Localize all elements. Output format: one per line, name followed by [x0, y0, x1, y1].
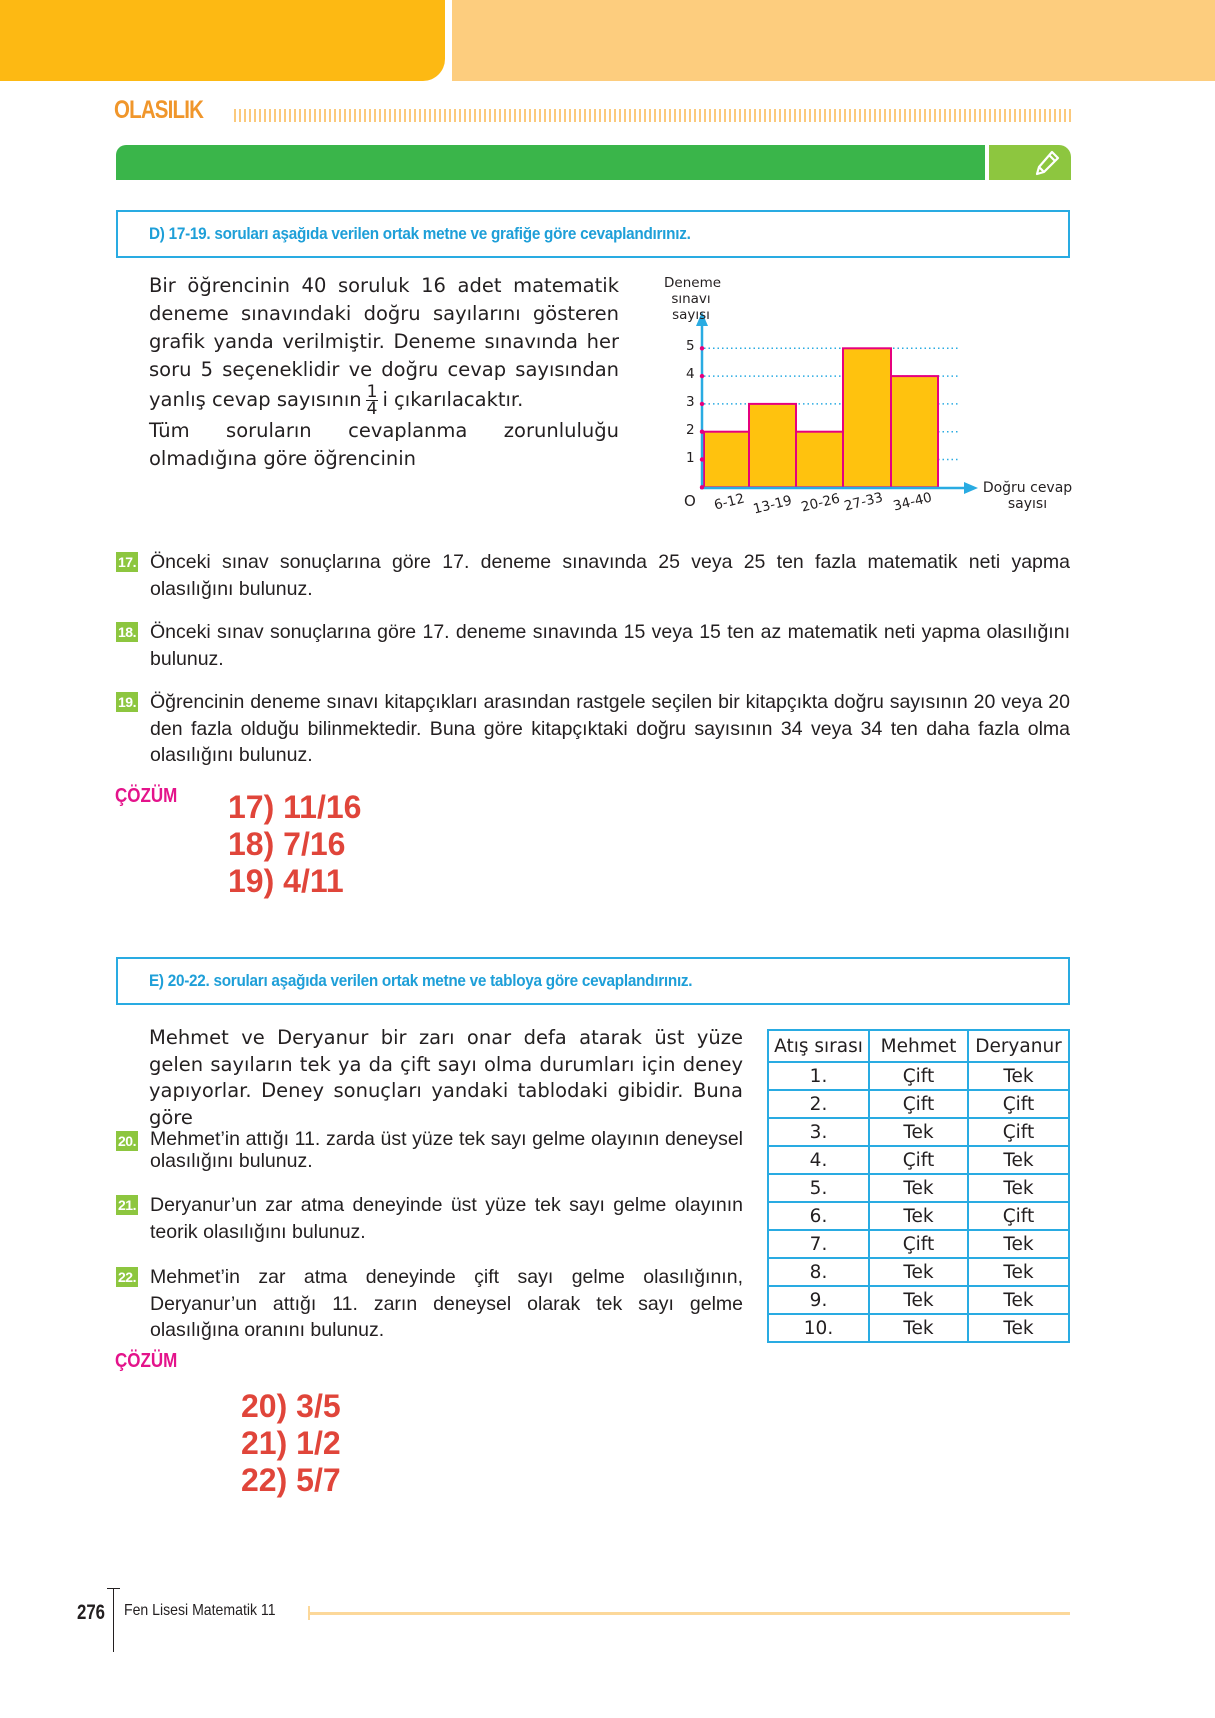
cell-deryanur: Çift	[968, 1202, 1069, 1230]
table-row	[768, 1118, 1069, 1146]
chart-bars	[704, 348, 938, 487]
table-row	[768, 1258, 1069, 1286]
x-tick-6-12: 6-12	[712, 490, 747, 514]
question-number-badge: 20.	[118, 1133, 136, 1149]
page-number: 276	[77, 1601, 106, 1624]
fraction-numerator: 1	[366, 382, 378, 402]
section-d-instruction: D) 17-19. soruları aşağıda verilen ortak metne ve grafiğe göre cevaplandırınız.	[149, 224, 691, 243]
table-row	[768, 1090, 1069, 1118]
cell-deryanur: Çift	[968, 1090, 1069, 1118]
cell-throw: 2.	[768, 1090, 869, 1118]
cell-mehmet: Çift	[869, 1230, 968, 1258]
bar-13-19	[749, 404, 796, 487]
question-number-badge: 17.	[118, 554, 136, 570]
footer-divider	[113, 1588, 114, 1652]
section-d-paragraph	[149, 272, 619, 473]
cell-mehmet: Çift	[869, 1090, 968, 1118]
book-title: Fen Lisesi Matematik 11	[124, 1602, 276, 1619]
cell-deryanur: Tek	[968, 1286, 1069, 1314]
answer-20: 20) 3/5	[241, 1388, 341, 1424]
cell-throw: 4.	[768, 1146, 869, 1174]
cell-deryanur: Tek	[968, 1314, 1069, 1342]
question-22	[116, 1264, 743, 1344]
section-e-paragraph: Mehmet ve Deryanur bir zarı onar defa atarak üst yüze gelen sayıların tek ya da çift sayı olma durumları için deney yapıyorlar. Deney sonuçları yandaki tablodaki gibidir. Buna göre	[149, 1026, 743, 1129]
y-axis-title-line2: sınavı sayısı	[671, 291, 711, 323]
cell-mehmet: Tek	[869, 1314, 968, 1342]
header-deryanur: Deryanur	[968, 1030, 1069, 1062]
question-text: Öğrencinin deneme sınavı kitapçıkları arasından rastgele seçilen bir kitapçıkta doğru sayısının 20 veya 20 den fazla olduğu bilinmektedir. Buna göre kitapçıktaki doğru sayısının 34 veya 34 ten daha fazla olma olasılığını bulunuz.	[150, 691, 1070, 766]
question-text: Önceki sınav sonuçlarına göre 17. deneme sınavında 15 veya 15 ten az matematik neti yapma olasılığını bulunuz.	[150, 621, 1070, 670]
table-row	[768, 1062, 1069, 1090]
question-20	[116, 1128, 743, 1172]
table-row	[768, 1174, 1069, 1202]
chapter-title-rule	[234, 109, 1071, 122]
x-tick-13-19: 13-19	[751, 492, 794, 518]
answers-e	[241, 1388, 341, 1499]
x-axis-title-line2: sayısı	[1007, 496, 1048, 512]
question-text: Deryanur’un zar atma deneyinde üst yüze tek sayı gelme olayının teorik olasılığını bulunuz.	[150, 1194, 743, 1243]
solution-label-e: ÇÖZÜM	[115, 1350, 178, 1372]
fraction-denominator: 4	[366, 399, 378, 419]
question-19	[116, 689, 1070, 769]
x-axis-arrow-icon	[964, 482, 978, 494]
cell-throw: 10.	[768, 1314, 869, 1342]
section-banner-tab	[989, 145, 1071, 180]
cell-mehmet: Çift	[869, 1146, 968, 1174]
y-tick-5: 5	[686, 338, 695, 354]
section-d-instruction-box	[116, 210, 1070, 258]
bar-27-33	[843, 348, 891, 487]
question-18	[116, 619, 1070, 672]
y-tick-3: 3	[686, 394, 695, 410]
table-row	[768, 1314, 1069, 1342]
bar-34-40	[891, 376, 938, 487]
table-header-row	[768, 1030, 1069, 1062]
question-text: Önceki sınav sonuçlarına göre 17. deneme sınavında 25 veya 25 ten fazla matematik neti yapma olasılığını bulunuz.	[150, 551, 1070, 600]
paragraph-text: Bir öğrencinin 40 soruluk 16 adet matematik deneme sınavındaki doğru sayılarını gösteren grafik yanda verilmiştir. Deneme sınavında her soru 5 seçeneklidir ve doğru cevap sayısından yanlış cevap sayısının	[149, 274, 619, 411]
table-row	[768, 1230, 1069, 1258]
y-tick-1: 1	[686, 450, 695, 466]
cell-deryanur: Çift	[968, 1118, 1069, 1146]
question-text: Mehmet’in attığı 11. zarda üst yüze tek sayı gelme olayının deneysel olasılığını bulunuz.	[150, 1128, 743, 1172]
cell-throw: 6.	[768, 1202, 869, 1230]
cell-mehmet: Tek	[869, 1258, 968, 1286]
x-axis-title	[980, 480, 1075, 512]
cell-deryanur: Tek	[968, 1174, 1069, 1202]
solution-label-d: ÇÖZÜM	[115, 785, 178, 807]
cell-mehmet: Tek	[869, 1118, 968, 1146]
cell-deryanur: Tek	[968, 1230, 1069, 1258]
cell-throw: 3.	[768, 1118, 869, 1146]
answer-18: 18) 7/16	[228, 826, 346, 862]
y-tick-4: 4	[686, 366, 695, 382]
pencil-icon	[1033, 149, 1061, 177]
cell-throw: 1.	[768, 1062, 869, 1090]
question-number-badge: 22.	[118, 1269, 136, 1285]
footer-rule	[310, 1612, 1070, 1615]
answer-21: 21) 1/2	[241, 1425, 341, 1461]
question-17	[116, 549, 1070, 602]
paragraph-text-2: Tüm soruların cevaplanma zorunluluğu olmadığına göre öğrencinin	[149, 419, 619, 470]
cell-throw: 9.	[768, 1286, 869, 1314]
question-number-badge: 21.	[118, 1197, 136, 1213]
chapter-title: OLASILIK	[114, 96, 204, 124]
cell-mehmet: Tek	[869, 1174, 968, 1202]
y-axis-title-line1: Deneme	[664, 275, 722, 291]
x-tick-34-40: 34-40	[891, 489, 934, 515]
cell-throw: 7.	[768, 1230, 869, 1258]
question-number-badge: 18.	[118, 624, 136, 640]
x-tick-20-26: 20-26	[799, 490, 842, 516]
header-throw-order: Atış sırası	[768, 1030, 869, 1062]
cell-throw: 5.	[768, 1174, 869, 1202]
answer-22: 22) 5/7	[241, 1462, 341, 1498]
section-e-instruction: E) 20-22. soruları aşağıda verilen ortak metne ve tabloya göre cevaplandırınız.	[149, 971, 693, 990]
origin-label: O	[684, 492, 696, 510]
bar-20-26	[796, 432, 843, 488]
section-banner	[116, 145, 985, 180]
cell-throw: 8.	[768, 1258, 869, 1286]
y-axis-title	[664, 275, 722, 323]
answer-19: 19) 4/11	[228, 863, 344, 899]
cell-deryanur: Tek	[968, 1062, 1069, 1090]
x-axis-title-line1: Doğru cevap	[982, 480, 1073, 496]
y-tick-2: 2	[686, 422, 695, 438]
question-number-badge: 19.	[118, 694, 136, 710]
dice-results-table	[767, 1029, 1070, 1343]
bar-6-12	[704, 432, 749, 488]
table-row	[768, 1286, 1069, 1314]
header-mehmet: Mehmet	[869, 1030, 968, 1062]
section-e-instruction-box	[116, 957, 1070, 1005]
fraction-one-quarter	[366, 384, 379, 417]
paragraph-text-tail: i çıkarılacaktır.	[382, 388, 524, 411]
histogram-chart	[640, 270, 1080, 520]
table-row	[768, 1146, 1069, 1174]
cell-mehmet: Tek	[869, 1286, 968, 1314]
cell-mehmet: Tek	[869, 1202, 968, 1230]
header-band-left	[0, 0, 445, 81]
x-tick-27-33: 27-33	[842, 489, 885, 515]
header-band-right	[452, 0, 1215, 81]
answer-17: 17) 11/16	[228, 789, 362, 825]
cell-mehmet: Çift	[869, 1062, 968, 1090]
table-row	[768, 1202, 1069, 1230]
question-text: Mehmet’in zar atma deneyinde çift sayı gelme olasılığının, Deryanur’un attığı 11. zarın deneysel olarak tek sayı gelme olasılığına oranını bulunuz.	[150, 1266, 743, 1341]
cell-deryanur: Tek	[968, 1258, 1069, 1286]
cell-deryanur: Tek	[968, 1146, 1069, 1174]
question-21	[116, 1192, 743, 1245]
answers-d	[228, 789, 361, 900]
